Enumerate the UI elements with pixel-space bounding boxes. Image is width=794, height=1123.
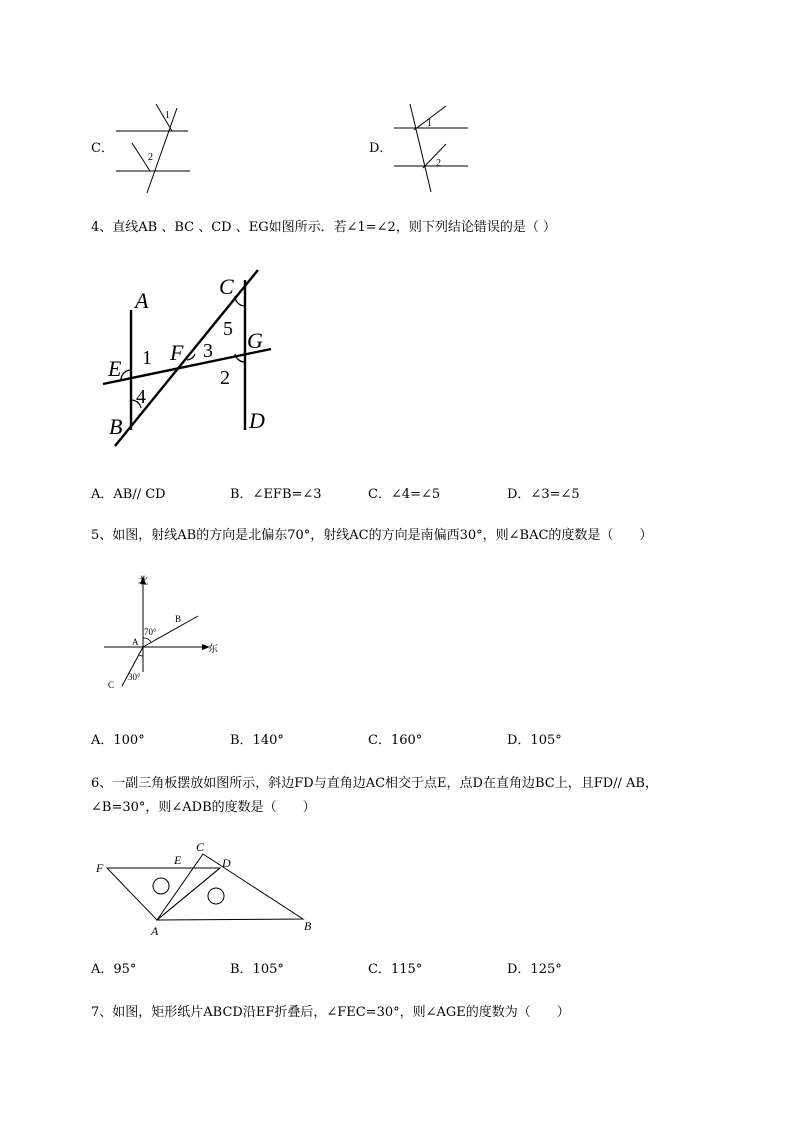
q4-label-C: C	[219, 274, 234, 299]
q6-option-c[interactable]: C．115°	[368, 962, 423, 977]
q5-stem: 5、如图，射线AB的方向是北偏东70°，射线AC的方向是南偏西30°，则∠BAC的度数是（ ）	[91, 528, 653, 543]
q5-label-C: C	[108, 680, 115, 690]
q6-label-C: C	[196, 840, 205, 854]
q4-figure	[95, 262, 285, 452]
q4-angle-3: 3	[203, 340, 213, 362]
q4-label-B: B	[109, 414, 123, 439]
q5-option-b[interactable]: B．140°	[230, 733, 284, 748]
q3-figure-d	[390, 100, 480, 195]
q4-option-b[interactable]: B．∠EFB=∠3	[230, 487, 322, 502]
q3-c-angle-2: 2	[148, 152, 153, 163]
q6-label-A: A	[151, 924, 159, 938]
q3-d-angle-2: 2	[436, 158, 441, 169]
q6-label-F: F	[96, 861, 104, 875]
q4-stem: 4、直线AB 、BC 、CD 、EG如图所示．若∠1=∠2，则下列结论错误的是（ ）	[91, 220, 556, 235]
q6-option-b[interactable]: B．105°	[230, 962, 284, 977]
q4-label-A: A	[135, 288, 149, 313]
q5-option-d[interactable]: D．105°	[507, 733, 562, 748]
q4-option-d[interactable]: D．∠3=∠5	[507, 487, 580, 502]
q6-figure	[95, 838, 325, 943]
q6-label-B: B	[304, 919, 312, 933]
q3-c-angle-1: 1	[165, 110, 170, 121]
q5-east-label: 东	[208, 644, 218, 655]
q6-option-d[interactable]: D．125°	[507, 962, 562, 977]
q4-label-G: G	[247, 328, 263, 353]
q6-stem-line1: 6、一副三角板摆放如图所示，斜边FD与直角边AC相交于点E，点D在直角边BC上，且FD// AB，	[91, 776, 658, 791]
q5-figure	[100, 572, 230, 697]
q4-label-D: D	[249, 408, 265, 433]
q6-stem-line2: ∠B=30°，则∠ADB的度数是（ ）	[91, 800, 316, 815]
q3-option-c-label: C．	[91, 141, 114, 156]
q4-option-a[interactable]: A．AB// CD	[91, 487, 166, 502]
q4-angle-2: 2	[220, 367, 230, 389]
q6-option-a[interactable]: A．95°	[91, 962, 137, 977]
q5-angle-30: 30°	[128, 672, 141, 682]
q4-angle-5: 5	[223, 318, 233, 340]
q5-label-A: A	[132, 637, 139, 647]
q5-label-B: B	[175, 614, 182, 624]
q4-angle-1: 1	[142, 347, 152, 369]
q6-label-D: D	[222, 856, 231, 870]
q3-figure-c	[110, 100, 200, 195]
q3-option-d-label: D．	[369, 141, 393, 156]
q4-option-c[interactable]: C．∠4=∠5	[368, 487, 441, 502]
q3-d-angle-1: 1	[427, 118, 432, 129]
q4-label-E: E	[108, 356, 122, 381]
q5-north-label: 北	[138, 576, 148, 587]
q5-option-c[interactable]: C．160°	[368, 733, 423, 748]
q5-angle-70: 70°	[144, 627, 157, 637]
q5-option-a[interactable]: A．100°	[91, 733, 145, 748]
q4-label-F: F	[170, 340, 184, 365]
q4-angle-4: 4	[136, 386, 146, 408]
q7-stem: 7、如图，矩形纸片ABCD沿EF折叠后，∠FEC=30°，则∠AGE的度数为（ ）	[91, 1005, 570, 1020]
q6-label-E: E	[174, 853, 182, 867]
